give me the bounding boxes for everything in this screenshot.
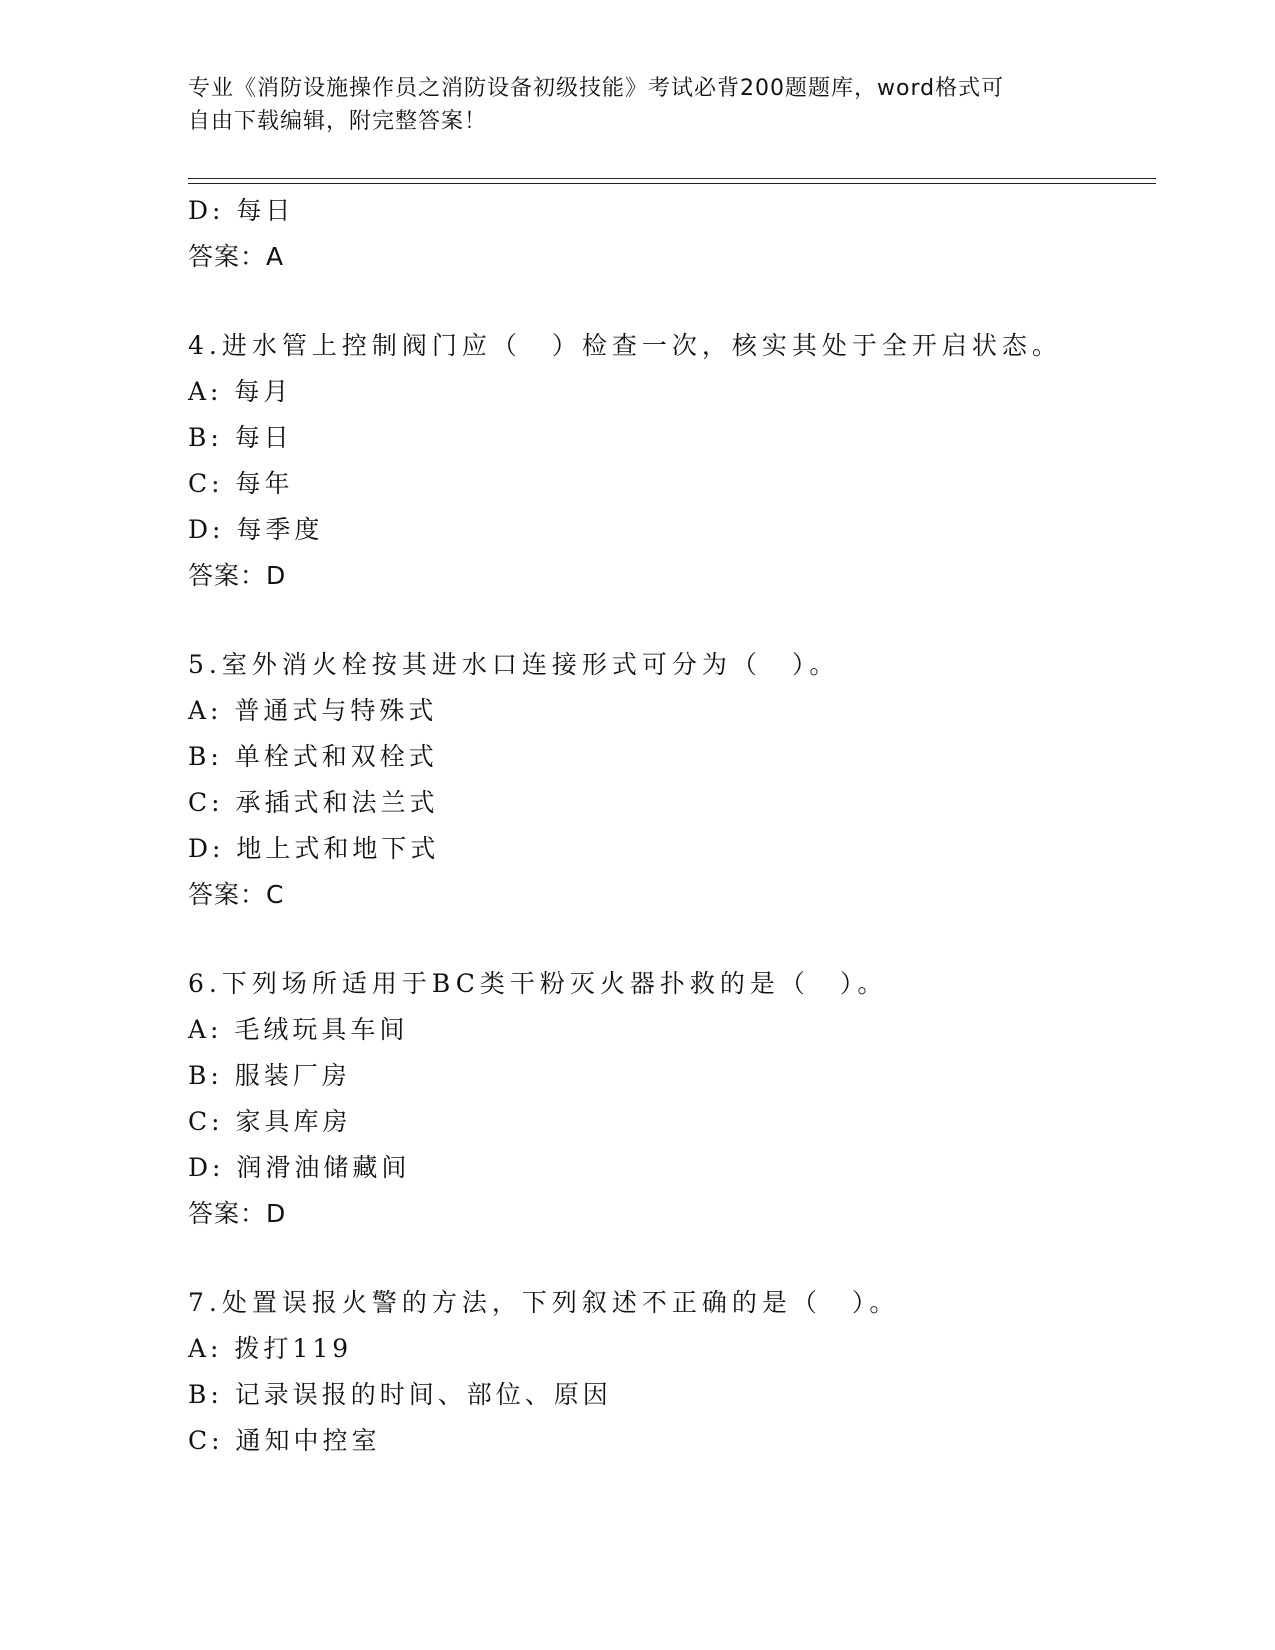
question-4 bbox=[188, 323, 1148, 599]
question-list bbox=[188, 188, 1148, 1464]
header-title-line-2: 自由下载编辑，附完整答案！ bbox=[188, 109, 488, 134]
question-stem: 5.室外消火栓按其进水口连接形式可分为（ ）。 bbox=[188, 650, 840, 679]
question-6 bbox=[188, 961, 1148, 1237]
option-a: A: 每月 bbox=[188, 377, 293, 406]
option-b: B: 服装厂房 bbox=[188, 1061, 351, 1090]
option-d: D: 每日 bbox=[188, 196, 295, 225]
option-b: B: 每日 bbox=[188, 423, 293, 452]
answer-line: 答案：A bbox=[188, 242, 285, 271]
option-a: A: 普通式与特殊式 bbox=[188, 696, 438, 725]
answer-line: 答案：D bbox=[188, 1199, 287, 1228]
question-5 bbox=[188, 642, 1148, 918]
option-c: C: 通知中控室 bbox=[188, 1426, 381, 1455]
option-a: A: 拨打119 bbox=[188, 1334, 353, 1363]
question-stem: 6.下列场所适用于BC类干粉灭火器扑救的是（ ）。 bbox=[188, 969, 888, 998]
option-d: D: 润滑油储藏间 bbox=[188, 1153, 411, 1182]
header-title-line-1: 专业《消防设施操作员之消防设备初级技能》考试必背200题题库，word格式可 bbox=[188, 76, 1005, 101]
question-stem: 4.进水管上控制阀门应（ ）检查一次，核实其处于全开启状态。 bbox=[188, 331, 1062, 360]
question-7 bbox=[188, 1280, 1148, 1464]
option-b: B: 记录误报的时间、部位、原因 bbox=[188, 1380, 612, 1409]
header-divider-bottom bbox=[188, 183, 1156, 184]
question-stem: 7.处置误报火警的方法，下列叙述不正确的是（ ）。 bbox=[188, 1288, 900, 1317]
option-c: C: 每年 bbox=[188, 469, 294, 498]
option-c: C: 家具库房 bbox=[188, 1107, 352, 1136]
option-d: D: 每季度 bbox=[188, 515, 324, 544]
header-divider-top bbox=[188, 178, 1156, 179]
option-c: C: 承插式和法兰式 bbox=[188, 788, 439, 817]
answer-line: 答案：C bbox=[188, 880, 285, 909]
option-d: D: 地上式和地下式 bbox=[188, 834, 440, 863]
option-b: B: 单栓式和双栓式 bbox=[188, 742, 438, 771]
option-a: A: 毛绒玩具车间 bbox=[188, 1015, 409, 1044]
answer-line: 答案：D bbox=[188, 561, 287, 590]
document-header bbox=[188, 72, 1088, 138]
